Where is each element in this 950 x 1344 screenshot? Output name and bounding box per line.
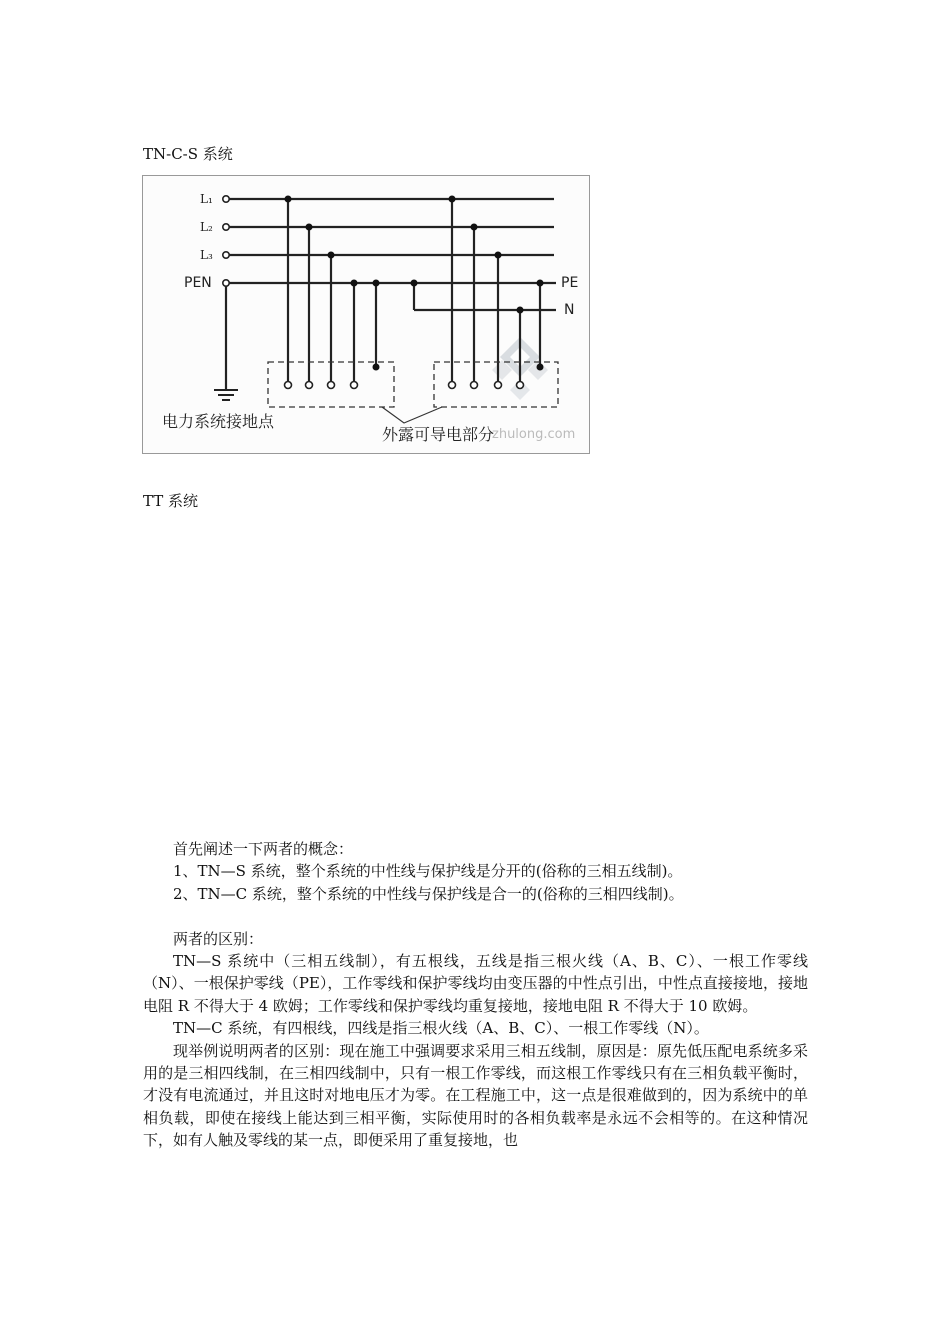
n-label: N (564, 302, 575, 318)
ground-point-label: 电力系统接地点 (162, 412, 275, 431)
paragraph-tn-s-detail: TN—S 系统中（三相五线制），有五根线，五线是指三根火线（A、B、C）、一根工作零线（N）、一根保护零线（PE），工作零线和保护零线均由变压器的中性点引出，中性点直接接地，接地电阻 R 不得大于 4 欧姆；工作零线和保护零线均重复接地，接地电阻 R 不得大于 10 欧姆。 (143, 952, 808, 1015)
paragraph-example: 现举例说明两者的区别：现在施工中强调要求采用三相五线制，原因是：原先低压配电系统多采用的是三相四线制，在三相四线制中，只有一根工作零线，而这根工作零线只有在三相负载平衡时，才没有电流通过，并且这时对地电压才为零。在工程施工中，这一点是很难做到的，因为系统中的单相负载，即使在接线上能达到三相平衡，实际使用时的各相负载率是永远不会相等的。在这种情况下，如有人触及零线的某一点，即便采用了重复接地，也 (143, 1041, 808, 1150)
l3-label: L₃ (200, 248, 213, 262)
paragraph-tn-c-definition: 2、TN—C 系统，整个系统的中性线与保护线是合一的(俗称的三相四线制)。 (173, 884, 684, 903)
l1-label: L₁ (200, 192, 213, 206)
heading-tt: TT 系统 (143, 492, 199, 510)
paragraph-intro: 首先阐述一下两者的概念： (173, 840, 354, 858)
paragraph-tn-s-definition: 1、TN—S 系统，整个系统的中性线与保护线是分开的(俗称的三相五线制)。 (173, 862, 683, 881)
pen-label: PEN (184, 275, 212, 291)
l2-label: L₂ (200, 220, 213, 234)
paragraph-differences-heading: 两者的区别： (173, 929, 264, 948)
watermark-text: zhulong.com (492, 427, 576, 442)
exposed-parts-label: 外露可导电部分 (382, 425, 495, 444)
tn-c-s-diagram (142, 175, 590, 455)
article-body (143, 838, 808, 1152)
pe-label: PE (561, 275, 579, 291)
heading-tn-c-s: TN-C-S 系统 (143, 145, 233, 163)
paragraph-tn-c-detail: TN—C 系统，有四根线，四线是指三根火线（A、B、C）、一根工作零线（N）。 (173, 1019, 709, 1038)
